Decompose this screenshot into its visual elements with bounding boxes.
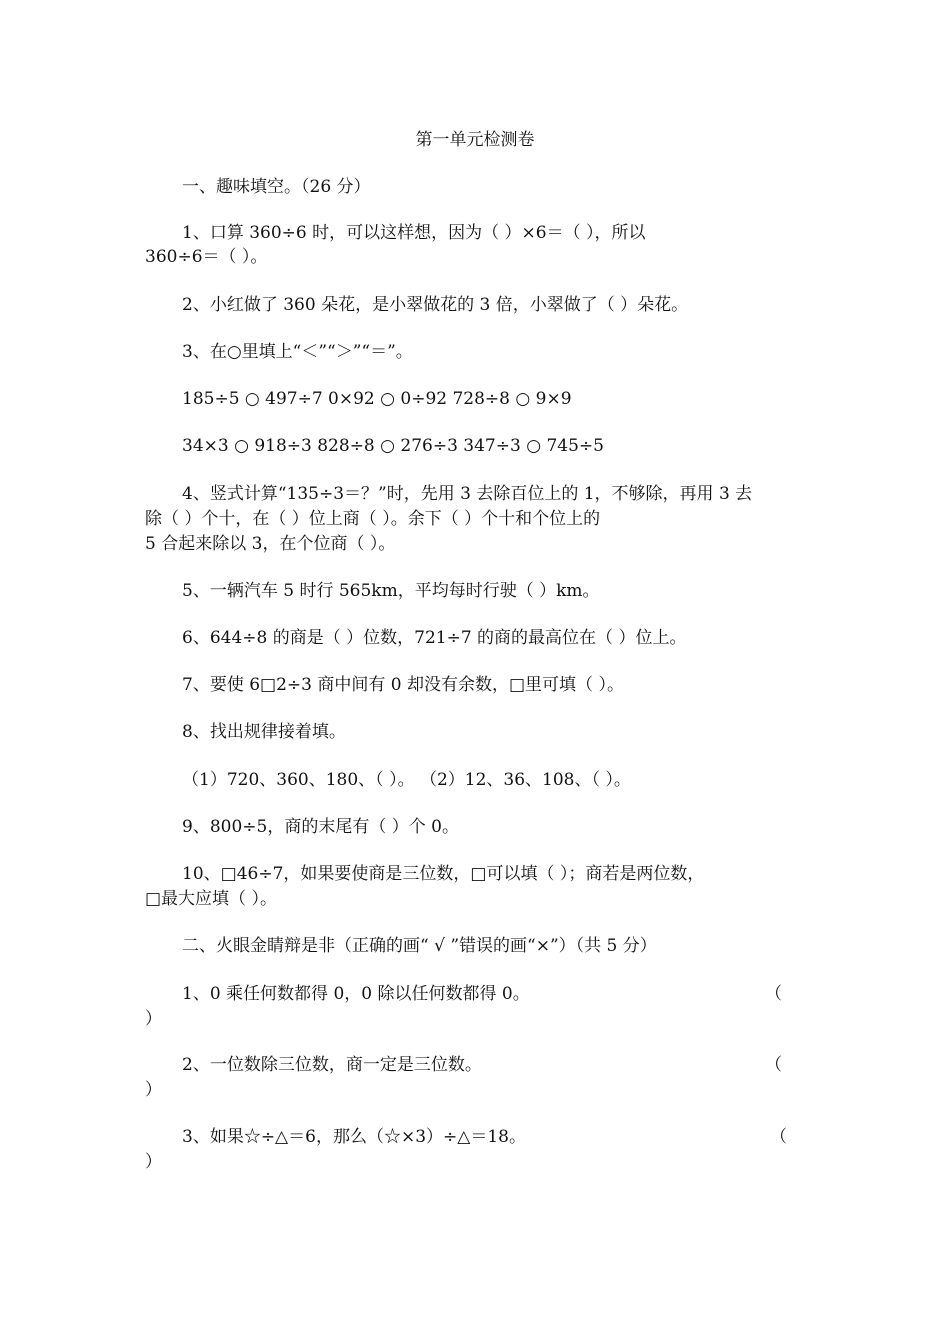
answer-paren-close: ） — [145, 1152, 162, 1172]
judge-item-1 — [182, 981, 782, 1007]
page-title: 第一单元检测卷 — [415, 130, 535, 150]
section-1-heading: 一、趣味填空。（26 分） — [182, 177, 371, 197]
answer-paren-open: （ — [770, 1127, 787, 1147]
answer-paren-close: ） — [145, 1080, 162, 1100]
judge-item-text: 1、0 乘任何数都得 0，0 除以任何数都得 0。 — [182, 984, 530, 1004]
question-3-row-1: 185÷5 ○ 497÷7 0×92 ○ 0÷92 728÷8 ○ 9×9 — [182, 389, 572, 409]
question-4-line-1: 4、竖式计算“135÷3＝？”时，先用 3 去除百位上的 1，不够除，再用 3 去 — [182, 484, 753, 504]
question-2: 2、小红做了 360 朵花，是小翠做花的 3 倍，小翠做了（ ）朵花。 — [182, 295, 689, 315]
section-2-heading: 二、火眼金睛辩是非（正确的画“ √ ”错误的画“×”）（共 5 分） — [182, 936, 657, 956]
question-4-line-2: 除（ ）个十，在（ ）位上商（ ）。余下（ ）个十和个位上的 — [145, 509, 601, 529]
question-9: 9、800÷5，商的末尾有（ ）个 0。 — [182, 817, 459, 837]
judge-item-2 — [182, 1052, 782, 1078]
answer-paren-close: ） — [145, 1009, 162, 1029]
question-3-row-2: 34×3 ○ 918÷3 828÷8 ○ 276÷3 347÷3 ○ 745÷5 — [182, 436, 604, 456]
question-10-line-2: □最大应填（ ）。 — [145, 889, 277, 909]
judge-item-text: 2、一位数除三位数，商一定是三位数。 — [182, 1055, 482, 1075]
answer-paren-open: （ — [765, 984, 782, 1004]
question-8-sub: （1）720、360、180、（ ）。 （2）12、36、108、（ ）。 — [182, 770, 631, 790]
question-8: 8、找出规律接着填。 — [182, 722, 346, 742]
question-7: 7、要使 6□2÷3 商中间有 0 却没有余数，□里可填（ ）。 — [182, 675, 624, 695]
question-1-line-1: 1、口算 360÷6 时，可以这样想，因为（ ）×6＝（ ），所以 — [182, 223, 646, 243]
answer-paren-open: （ — [765, 1055, 782, 1075]
question-4-line-3: 5 合起来除以 3，在个位商（ ）。 — [145, 534, 396, 554]
question-1-line-2: 360÷6＝（ ）。 — [145, 247, 268, 267]
question-3: 3、在○里填上“＜”“＞”“＝”。 — [182, 342, 413, 362]
question-10-line-1: 10、□46÷7，如果要使商是三位数，□可以填（ ）；商若是两位数， — [182, 864, 705, 884]
judge-item-text: 3、如果☆÷△＝6，那么（☆×3）÷△＝18。 — [182, 1127, 526, 1147]
judge-item-3 — [182, 1124, 787, 1150]
question-5: 5、一辆汽车 5 时行 565km，平均每时行驶（ ）km。 — [182, 581, 600, 601]
question-6: 6、644÷8 的商是（ ）位数，721÷7 的商的最高位在（ ）位上。 — [182, 628, 687, 648]
